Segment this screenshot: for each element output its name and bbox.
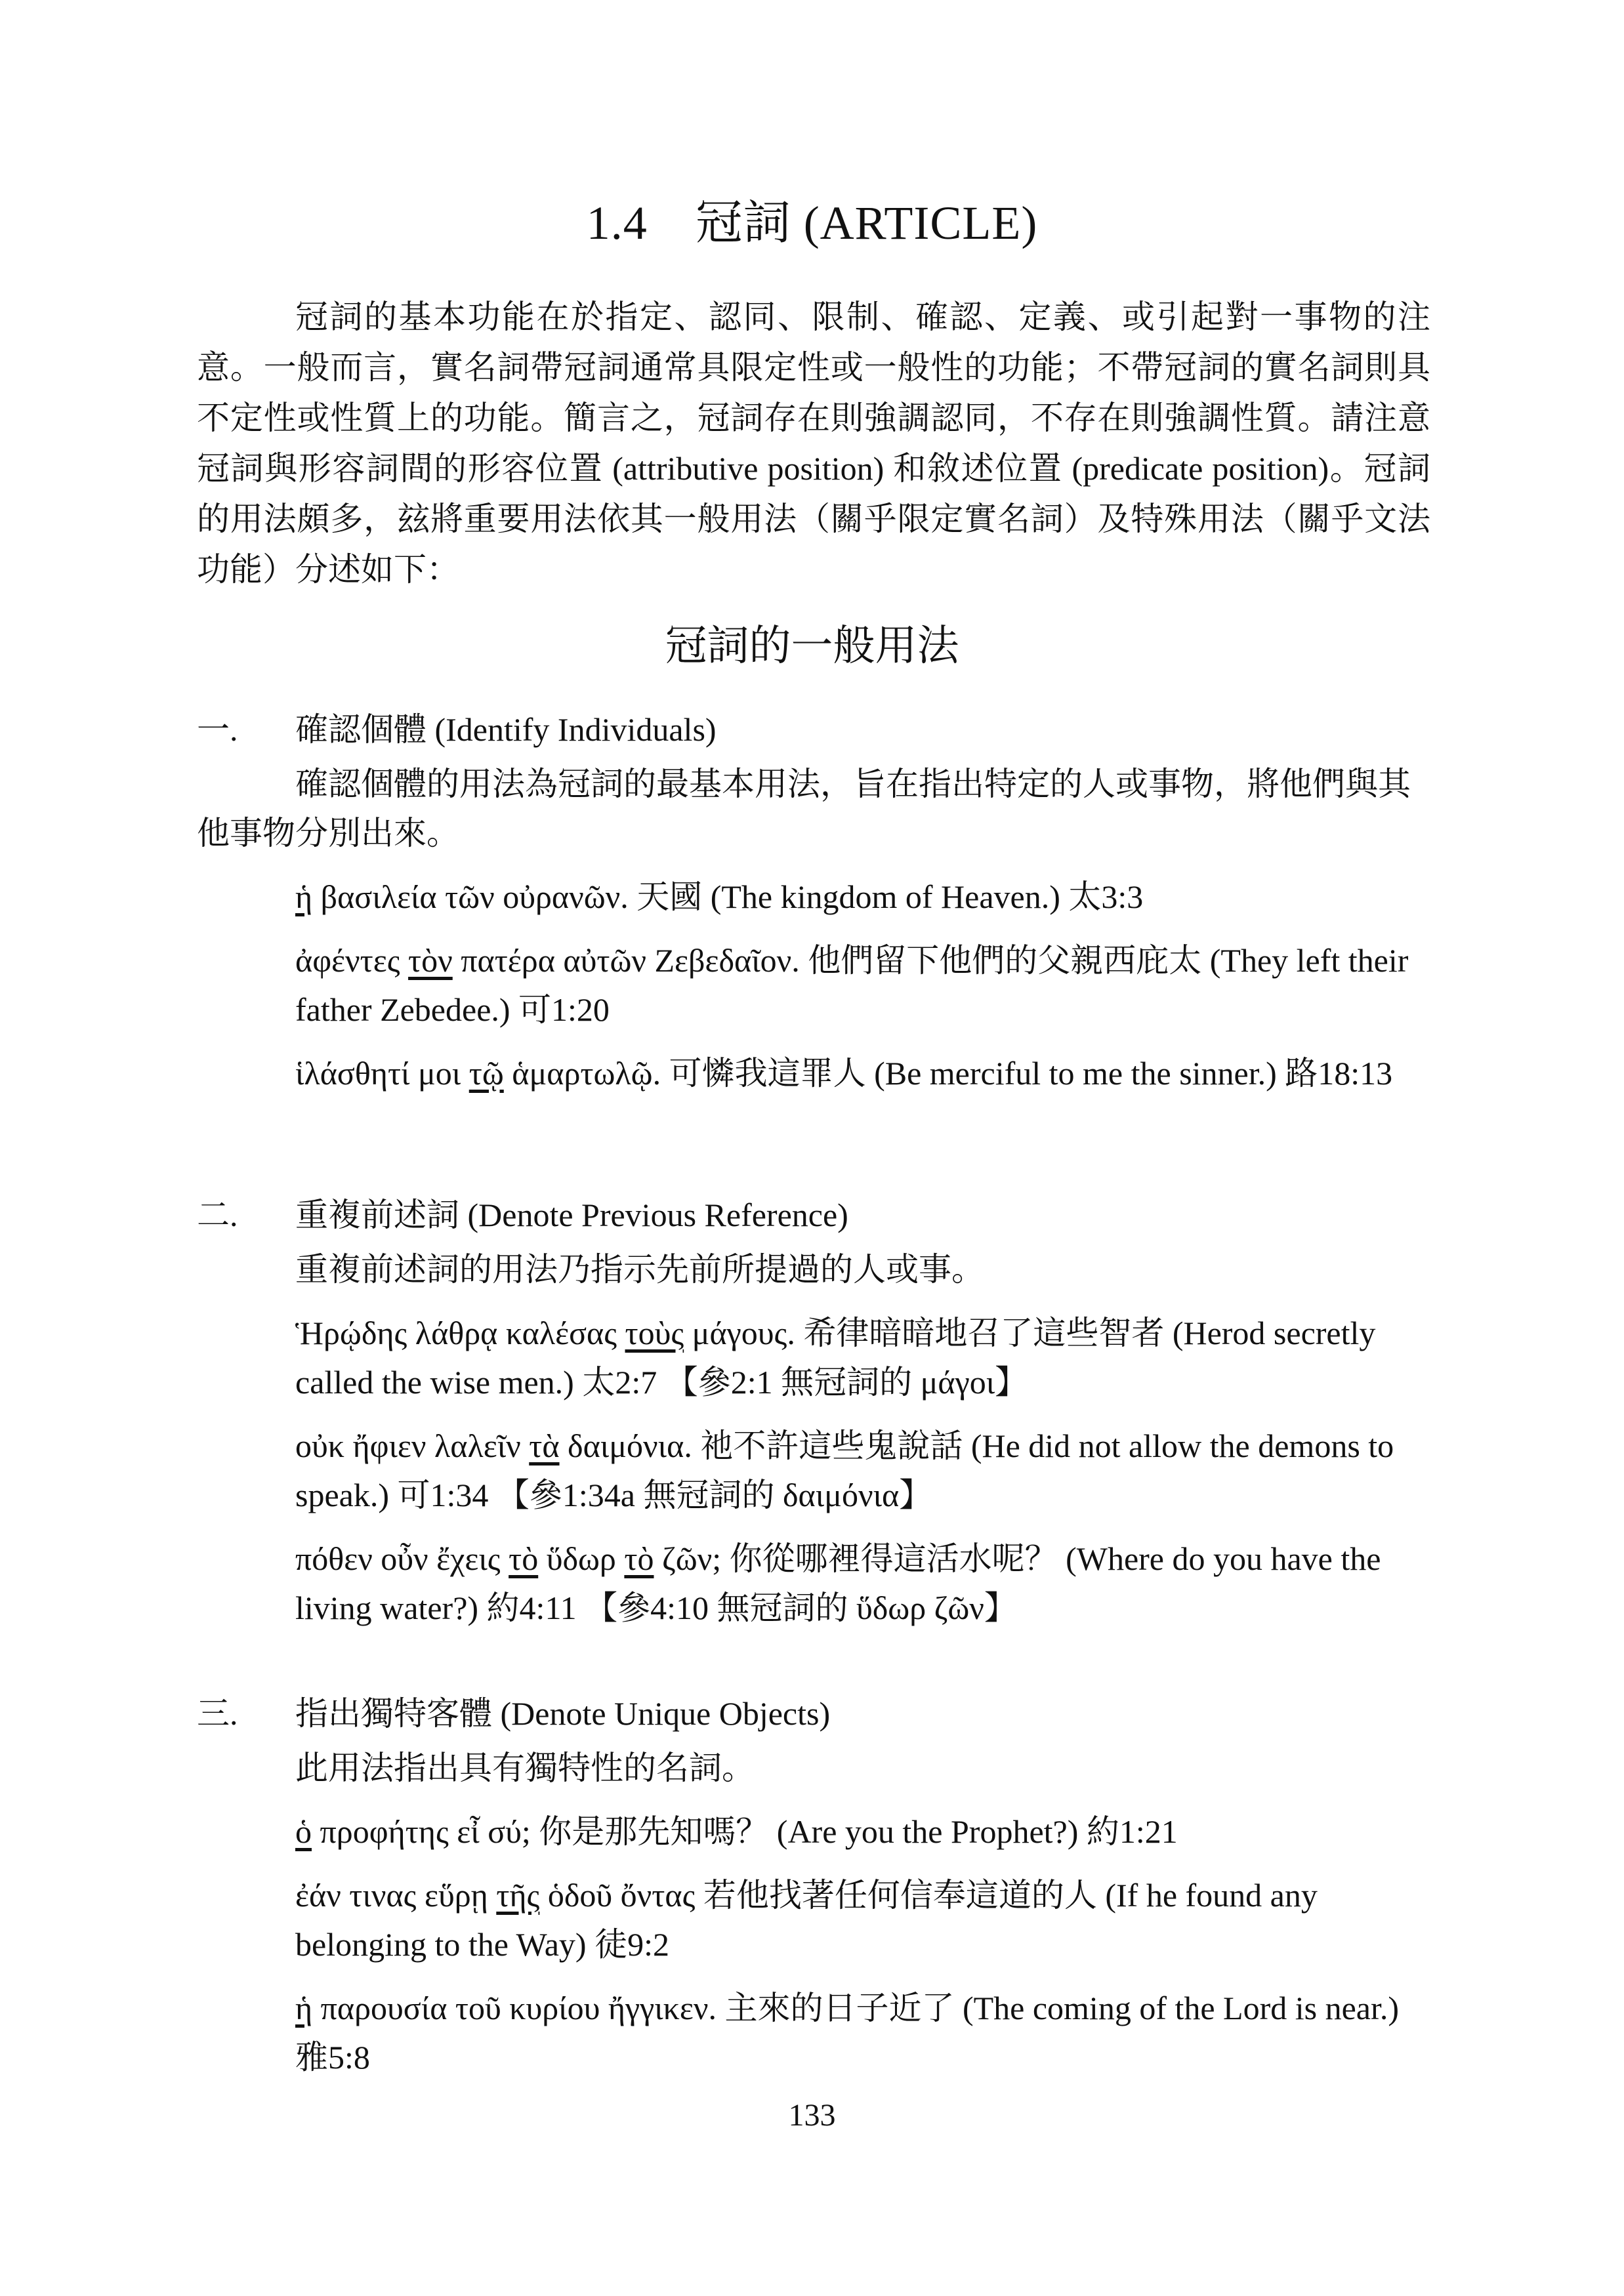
- example-list: [197, 1309, 1430, 1633]
- example: [295, 1049, 1430, 1098]
- example-translation: 天國 (The kingdom of Heaven.) 太3:3: [628, 878, 1144, 915]
- example-translation: 祂不許這些鬼說話 (He did not allow the demons to speak.) 可1:34 【參1:34a 無冠詞的 δαιμόνια】: [295, 1427, 1394, 1513]
- greek-text: ἁμαρτωλῷ.: [503, 1055, 661, 1092]
- example-translation: 希律暗暗地召了這些智者 (Herod secretly called the wise men.) 太2:7 【參2:1 無冠詞的 μάγοι】: [295, 1315, 1376, 1401]
- greek-text: πόθεν οὖν ἔχεις: [295, 1540, 509, 1577]
- example-translation: 你從哪裡得這活水呢？ (Where do you have the living water?) 約4:11 【參4:10 無冠詞的 ὕδωρ ζῶν】: [295, 1540, 1381, 1626]
- greek-text: ἐάν τινας εὕρῃ: [295, 1877, 497, 1914]
- section-description: 重複前述詞的用法乃指示先前所提過的人或事。: [295, 1251, 984, 1288]
- greek-article: τὸ: [509, 1540, 539, 1577]
- example-translation: 若他找著任何信奉這道的人 (If he found any belonging to the Way) 徒9:2: [295, 1877, 1318, 1963]
- example: [295, 936, 1430, 1035]
- example: [295, 1871, 1430, 1969]
- section-number: 一.: [197, 711, 238, 748]
- section-3: [197, 1689, 1430, 2097]
- page-number: 133: [788, 2098, 836, 2133]
- greek-text: ὁδοῦ ὄντας: [539, 1877, 696, 1914]
- example-translation: 你是那先知嗎？ (Are you the Prophet?) 約1:21: [530, 1813, 1178, 1850]
- section-number: 三.: [197, 1695, 238, 1732]
- greek-article: τὸν: [408, 942, 453, 979]
- greek-text: πατέρα αὐτῶν Ζεβεδαῖον.: [452, 942, 800, 979]
- example: [295, 1309, 1430, 1407]
- example-translation: 可憐我這罪人 (Be merciful to me the sinner.) 路18:13: [661, 1055, 1393, 1092]
- greek-article: τοὺς: [625, 1315, 684, 1351]
- section-title: 確認個體 (Identify Individuals): [295, 711, 717, 748]
- section-subtitle: 冠詞的一般用法: [665, 623, 959, 669]
- greek-text: ὕδωρ: [538, 1540, 625, 1577]
- example: [295, 872, 1430, 922]
- greek-text: βασιλεία τῶν οὐρανῶν.: [312, 878, 629, 915]
- section-heading: [197, 1191, 1430, 1240]
- greek-text: ἱλάσθητί μοι: [295, 1055, 469, 1092]
- section-2: [197, 1191, 1430, 1647]
- greek-article: τὸ: [624, 1540, 654, 1577]
- intro-paragraph: 冠詞的基本功能在於指定、認同、限制、確認、定義、或引起對一事物的注意。一般而言，實名詞帶冠詞通常具限定性或一般性的功能；不帶冠詞的實名詞則具不定性或性質上的功能。簡言之，冠詞存在則強調認同，不存在則強調性質。請注意冠詞與形容詞間的形容位置 (attributive position) 和敘述位置 (predicate position)。冠詞的用法頗多，玆將重要用法依其一般用法（關乎限定實名詞）及特殊用法（關乎文法功能）分述如下：: [197, 298, 1430, 588]
- example: [295, 1807, 1430, 1856]
- example-list: [197, 872, 1430, 1098]
- greek-text: παρουσία τοῦ κυρίου ἤγγικεν.: [312, 1990, 717, 2026]
- example-list: [197, 1807, 1430, 2082]
- greek-text: ἀφέντες: [295, 942, 409, 979]
- section-description: 確認個體的用法為冠詞的最基本用法，旨在指出特定的人或事物，將他們與其他事物分別出來。: [197, 766, 1411, 851]
- section-1: [197, 705, 1430, 1113]
- example: [295, 1422, 1430, 1520]
- greek-article: ἡ: [295, 1990, 313, 2026]
- greek-text: Ἡρῴδης λάθρᾳ καλέσας: [295, 1315, 625, 1351]
- greek-article: τῆς: [496, 1877, 540, 1914]
- greek-text: δαιμόνια.: [559, 1427, 692, 1464]
- section-title: 指出獨特客體 (Denote Unique Objects): [295, 1695, 831, 1732]
- greek-article: ὁ: [295, 1813, 312, 1850]
- greek-text: οὐκ ἤφιεν λαλεῖν: [295, 1427, 530, 1464]
- example-translation: 主來的日子近了 (The coming of the Lord is near.) 雅5:8: [295, 1990, 1400, 2076]
- section-description: 此用法指出具有獨特性的名詞。: [295, 1750, 755, 1786]
- page-title: 1.4 冠詞 (ARTICLE): [586, 197, 1038, 249]
- section-heading: [197, 705, 1430, 754]
- section-number: 二.: [197, 1197, 238, 1233]
- greek-article: τῷ: [468, 1055, 504, 1092]
- example: [295, 1984, 1430, 2082]
- example-translation: 他們留下他們的父親西庇太 (They left their father Zebedee.) 可1:20: [295, 942, 1409, 1028]
- section-heading: [197, 1689, 1430, 1738]
- section-title: 重複前述詞 (Denote Previous Reference): [295, 1197, 848, 1233]
- example: [295, 1534, 1430, 1633]
- greek-article: ἡ: [295, 878, 313, 915]
- greek-text: προφήτης εἶ σύ;: [312, 1813, 531, 1850]
- greek-text: ζῶν;: [654, 1540, 722, 1577]
- greek-article: τὰ: [529, 1427, 560, 1464]
- greek-text: μάγους.: [684, 1315, 795, 1351]
